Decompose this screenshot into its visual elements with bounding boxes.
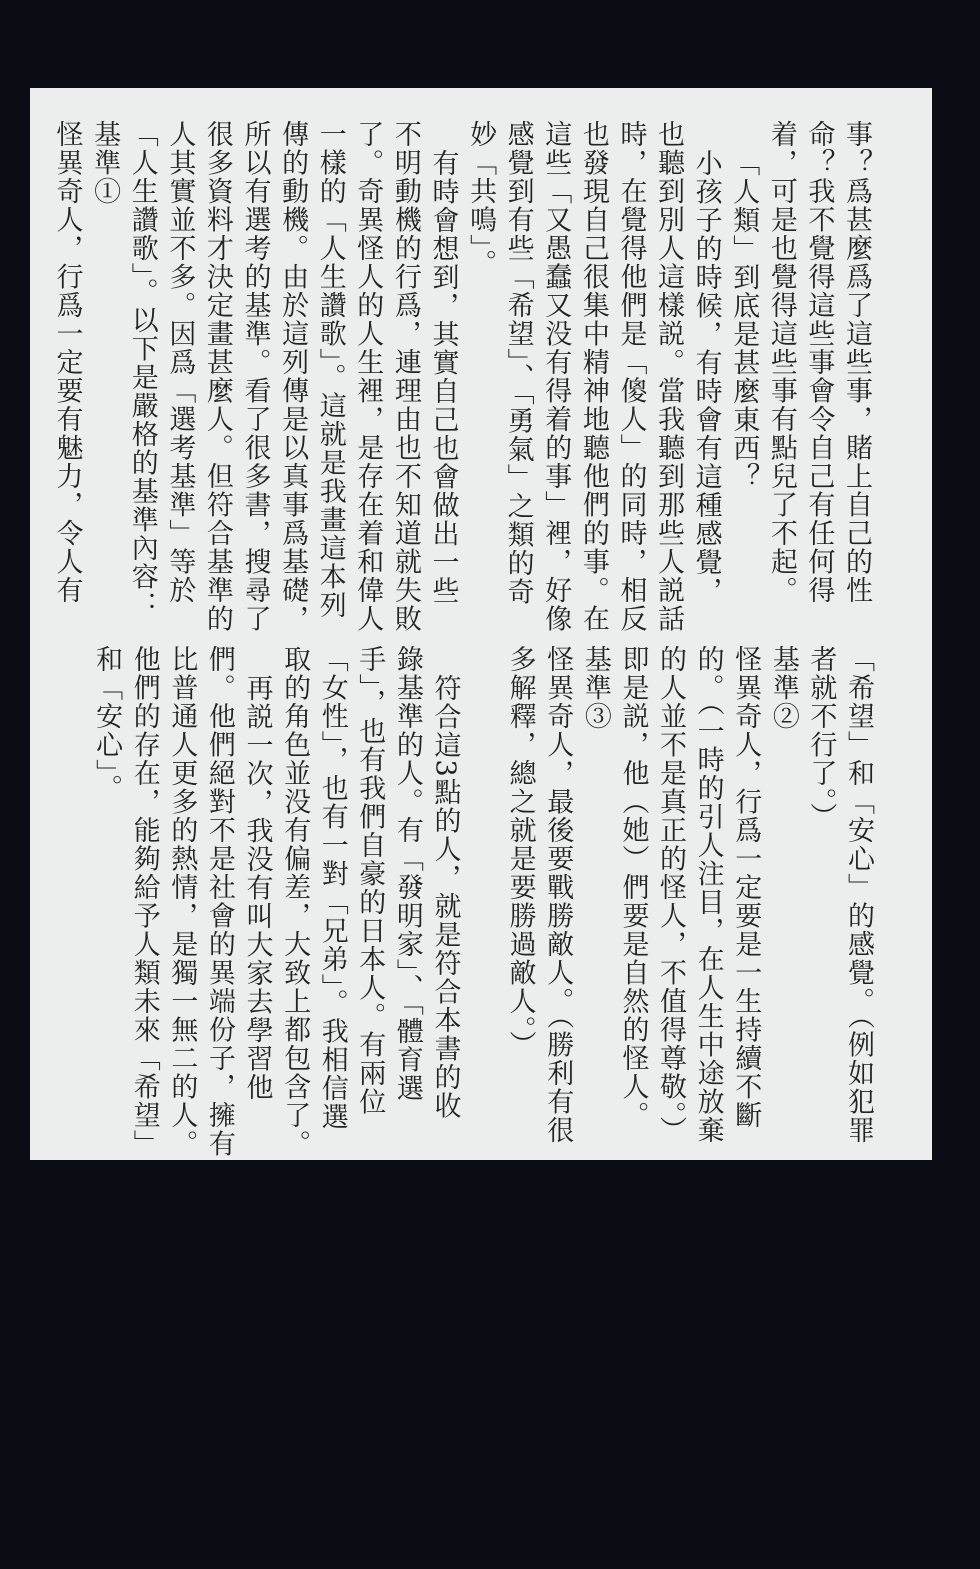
text-line: 很多資料才決定畫甚麼人。但符合基準的: [201, 120, 233, 633]
text-line: 們。他們絕對不是社會的異端份子，擁有: [203, 645, 235, 1158]
text-line: 手」，也有我們自豪的日本人。有兩位: [354, 645, 386, 1116]
text-line: 再説一次，我没有叫大家去學習他: [241, 674, 273, 1102]
text-line: 時，在覺得他們是「傻人」的同時，相反: [615, 120, 647, 633]
text-line: 一樣的「人生讚歌」。這就是我畫這本列: [314, 120, 346, 620]
text-line: 多解釋，總之就是要勝過敵人。）: [504, 645, 536, 1059]
text-line: 妙「共鳴」。: [465, 120, 497, 278]
text-line: 「人生讚歌」。以下是嚴格的基準內容：: [126, 120, 158, 620]
text-line: 「女性」，也有一對「兄弟」。我相信選: [316, 645, 348, 1131]
paragraph-gap: [463, 645, 501, 1158]
text-line: 「希望」和「安心」的感覺。（例如犯罪: [843, 645, 874, 1145]
text-line: 有時會想到，其實自己也會做出一些: [427, 149, 459, 605]
text-line: 者就不行了。）: [805, 645, 837, 831]
text-line: 取的角色並没有偏差，大致上都包含了。: [279, 645, 311, 1158]
text-line: 小孩子的時候，有時會有這種感覺，: [690, 149, 722, 605]
text-line: 了。奇異怪人的人生裡，是存在着和偉人: [352, 120, 384, 633]
text-block-top: [48, 120, 875, 633]
text-line: 怪異奇人，行爲一定要有魅力，令人有: [51, 120, 83, 605]
text-line: 比普通人更多的熱情，是獨一無二的人。: [166, 645, 198, 1158]
text-line: 怪異奇人，行爲一定要是一生持續不斷: [730, 645, 762, 1130]
text-line: 即是説，他（她）們要是自然的怪人。: [617, 645, 649, 1130]
text-line: 不明動機的行爲，連理由也不知道就失敗: [389, 120, 421, 633]
text-line: 命？我不覺得這些事會令自己有任何得: [803, 120, 835, 605]
text-line: 傳的動機。由於這列傳是以真事爲基礎，: [277, 120, 309, 633]
text-line: 這些「又愚蠢又没有得着的事」裡，好像: [540, 120, 572, 633]
text-line: 也發現自己很集中精神地聽他們的事。在: [577, 120, 609, 633]
text-line: 事？爲甚麼爲了這些事，賭上自己的性: [841, 120, 872, 605]
text-line: 和「安心」。: [91, 645, 123, 803]
text-line: 的人並不是真正的怪人，不值得尊敬。）: [655, 645, 687, 1145]
criterion-heading: 基準②: [767, 645, 799, 731]
criterion-heading: 基準③: [579, 645, 611, 731]
text-line: 怪異奇人，最後要戰勝敵人。（勝利有很: [542, 645, 574, 1145]
text-line: 也聽到別人這樣説。當我聽到那些人説話: [653, 120, 685, 633]
criterion-heading: 基準①: [89, 120, 121, 206]
text-line: 所以有選考的基準。看了很多書，搜尋了: [239, 120, 271, 633]
text-line: 感覺到有些「希望」、「勇氣」之類的奇: [502, 120, 534, 606]
text-line: 的。（一時的引人注目，在人生中途放棄: [692, 645, 724, 1145]
text-line: 着，可是也覺得這些事有點兒了不起。: [765, 120, 797, 605]
text-line: 錄基準的人。有「發明家」、「體育選: [391, 645, 423, 1103]
text-line: 人其實並不多。因爲「選考基準」等於: [164, 120, 196, 605]
text-block-bottom: [88, 645, 877, 1158]
text-line: 他們的存在，能夠給予人類未來「希望」: [128, 645, 160, 1158]
text-line: 符合這3點的人，就是符合本書的收: [429, 674, 461, 1121]
text-line: 「人類」到底是甚麼東西？: [728, 149, 760, 491]
